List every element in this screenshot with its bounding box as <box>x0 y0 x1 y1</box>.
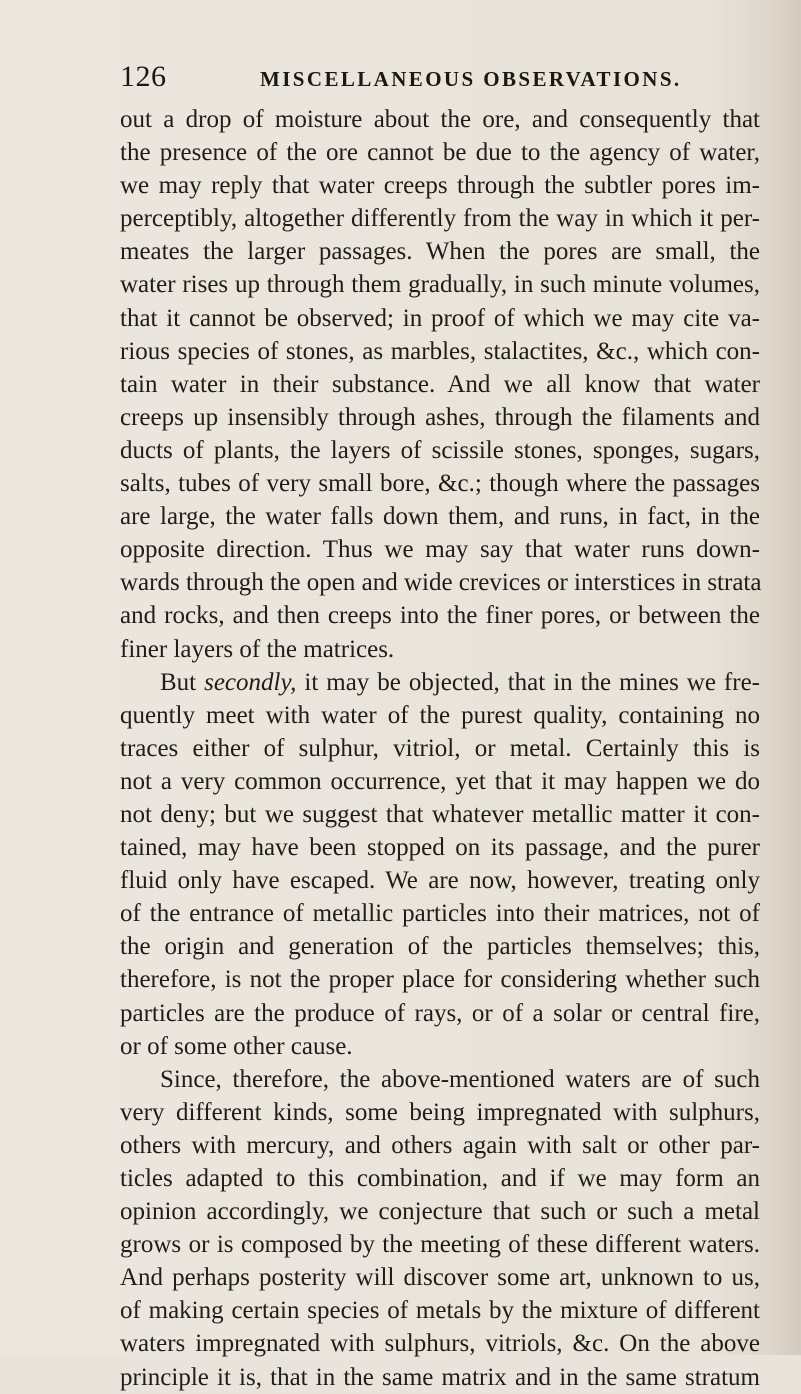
text-line: not a very common occurrence, yet that it may happen we do <box>120 767 760 795</box>
text-line: tain water in their substance. And we all know that water <box>120 370 760 398</box>
text-line: And perhaps posterity will discover some art, unknown to us, <box>120 1264 760 1292</box>
text-line: are large, the water falls down them, and runs, in fact, in the <box>120 503 760 531</box>
body-text <box>120 103 760 1394</box>
text-line: ticles adapted to this combination, and if we may form an <box>120 1165 760 1192</box>
page-number: 126 <box>120 60 167 93</box>
text-line: rious species of stones, as marbles, stalactites, &c., which con- <box>120 337 760 365</box>
text-line: not deny; but we suggest that whatever metallic matter it con- <box>120 800 760 828</box>
text-line: creeps up insensibly through ashes, through the filaments and <box>120 403 760 431</box>
text-line: ducts of plants, the layers of scissile stones, sponges, sugars, <box>120 436 760 464</box>
text-line: the origin and generation of the particles themselves; this, <box>120 933 760 961</box>
text-line: we may reply that water creeps through the subtler pores im- <box>120 172 760 200</box>
text-line: others with mercury, and others again with salt or other par- <box>120 1131 760 1159</box>
text-line: therefore, is not the proper place for considering whether such <box>120 966 760 994</box>
lead-rest: it may be objected, that in the mines we fre- <box>304 668 760 696</box>
text-line: particles are the produce of rays, or of a solar or central fire, <box>120 999 760 1027</box>
text-line: very different kinds, some being impregnated with sulphurs, <box>120 1098 760 1126</box>
text-line: opinion accordingly, we conjecture that such or such a metal <box>120 1198 760 1226</box>
text-line: water rises up through them gradually, in such minute volumes, <box>120 271 760 299</box>
text-line: traces either of sulphur, vitriol, or metal. Certainly this is <box>120 734 760 762</box>
lead-plain: But <box>160 668 205 696</box>
text-line: wards through the open and wide crevices or interstices in strata <box>120 569 762 597</box>
text-line: that it cannot be observed; in proof of which we may cite va- <box>120 304 760 332</box>
text-line: opposite direction. Thus we may say that water runs down- <box>120 536 760 564</box>
text-line: waters impregnated with sulphurs, vitriols, &c. On the above <box>120 1330 760 1358</box>
page-header <box>120 60 760 96</box>
text-line-italic-lead <box>120 666 760 699</box>
lead-italic: secondly, <box>204 668 297 696</box>
text-line: principle it is, that in the same matrix and in the same stratum <box>120 1363 760 1391</box>
text-line: perceptibly, altogether differently from the way in which it per- <box>120 205 760 233</box>
text-line: Since, therefore, the above-mentioned waters are of such <box>160 1065 760 1093</box>
text-line: meates the larger passages. When the pores are small, the <box>120 238 760 266</box>
text-line: tained, may have been stopped on its passage, and the purer <box>120 834 760 862</box>
text-line: out a drop of moisture about the ore, and consequently that <box>120 106 760 133</box>
text-line: or of some other cause. <box>120 1032 353 1060</box>
text-line: the presence of the ore cannot be due to the agency of water, <box>120 139 760 167</box>
text-line: grows or is composed by the meeting of these different waters. <box>120 1231 760 1259</box>
text-line: salts, tubes of very small bore, &c.; though where the passages <box>120 470 760 498</box>
text-line: of the entrance of metallic particles into their matrices, not of <box>120 900 760 928</box>
running-head: MISCELLANEOUS OBSERVATIONS. <box>260 67 682 91</box>
text-line: of making certain species of metals by the mixture of different <box>120 1297 760 1325</box>
text-line: and rocks, and then creeps into the finer pores, or between the <box>120 602 760 630</box>
text-line: finer layers of the matrices. <box>120 635 395 663</box>
text-line: fluid only have escaped. We are now, however, treating only <box>120 867 760 895</box>
text-line: quently meet with water of the purest quality, containing no <box>120 701 760 729</box>
